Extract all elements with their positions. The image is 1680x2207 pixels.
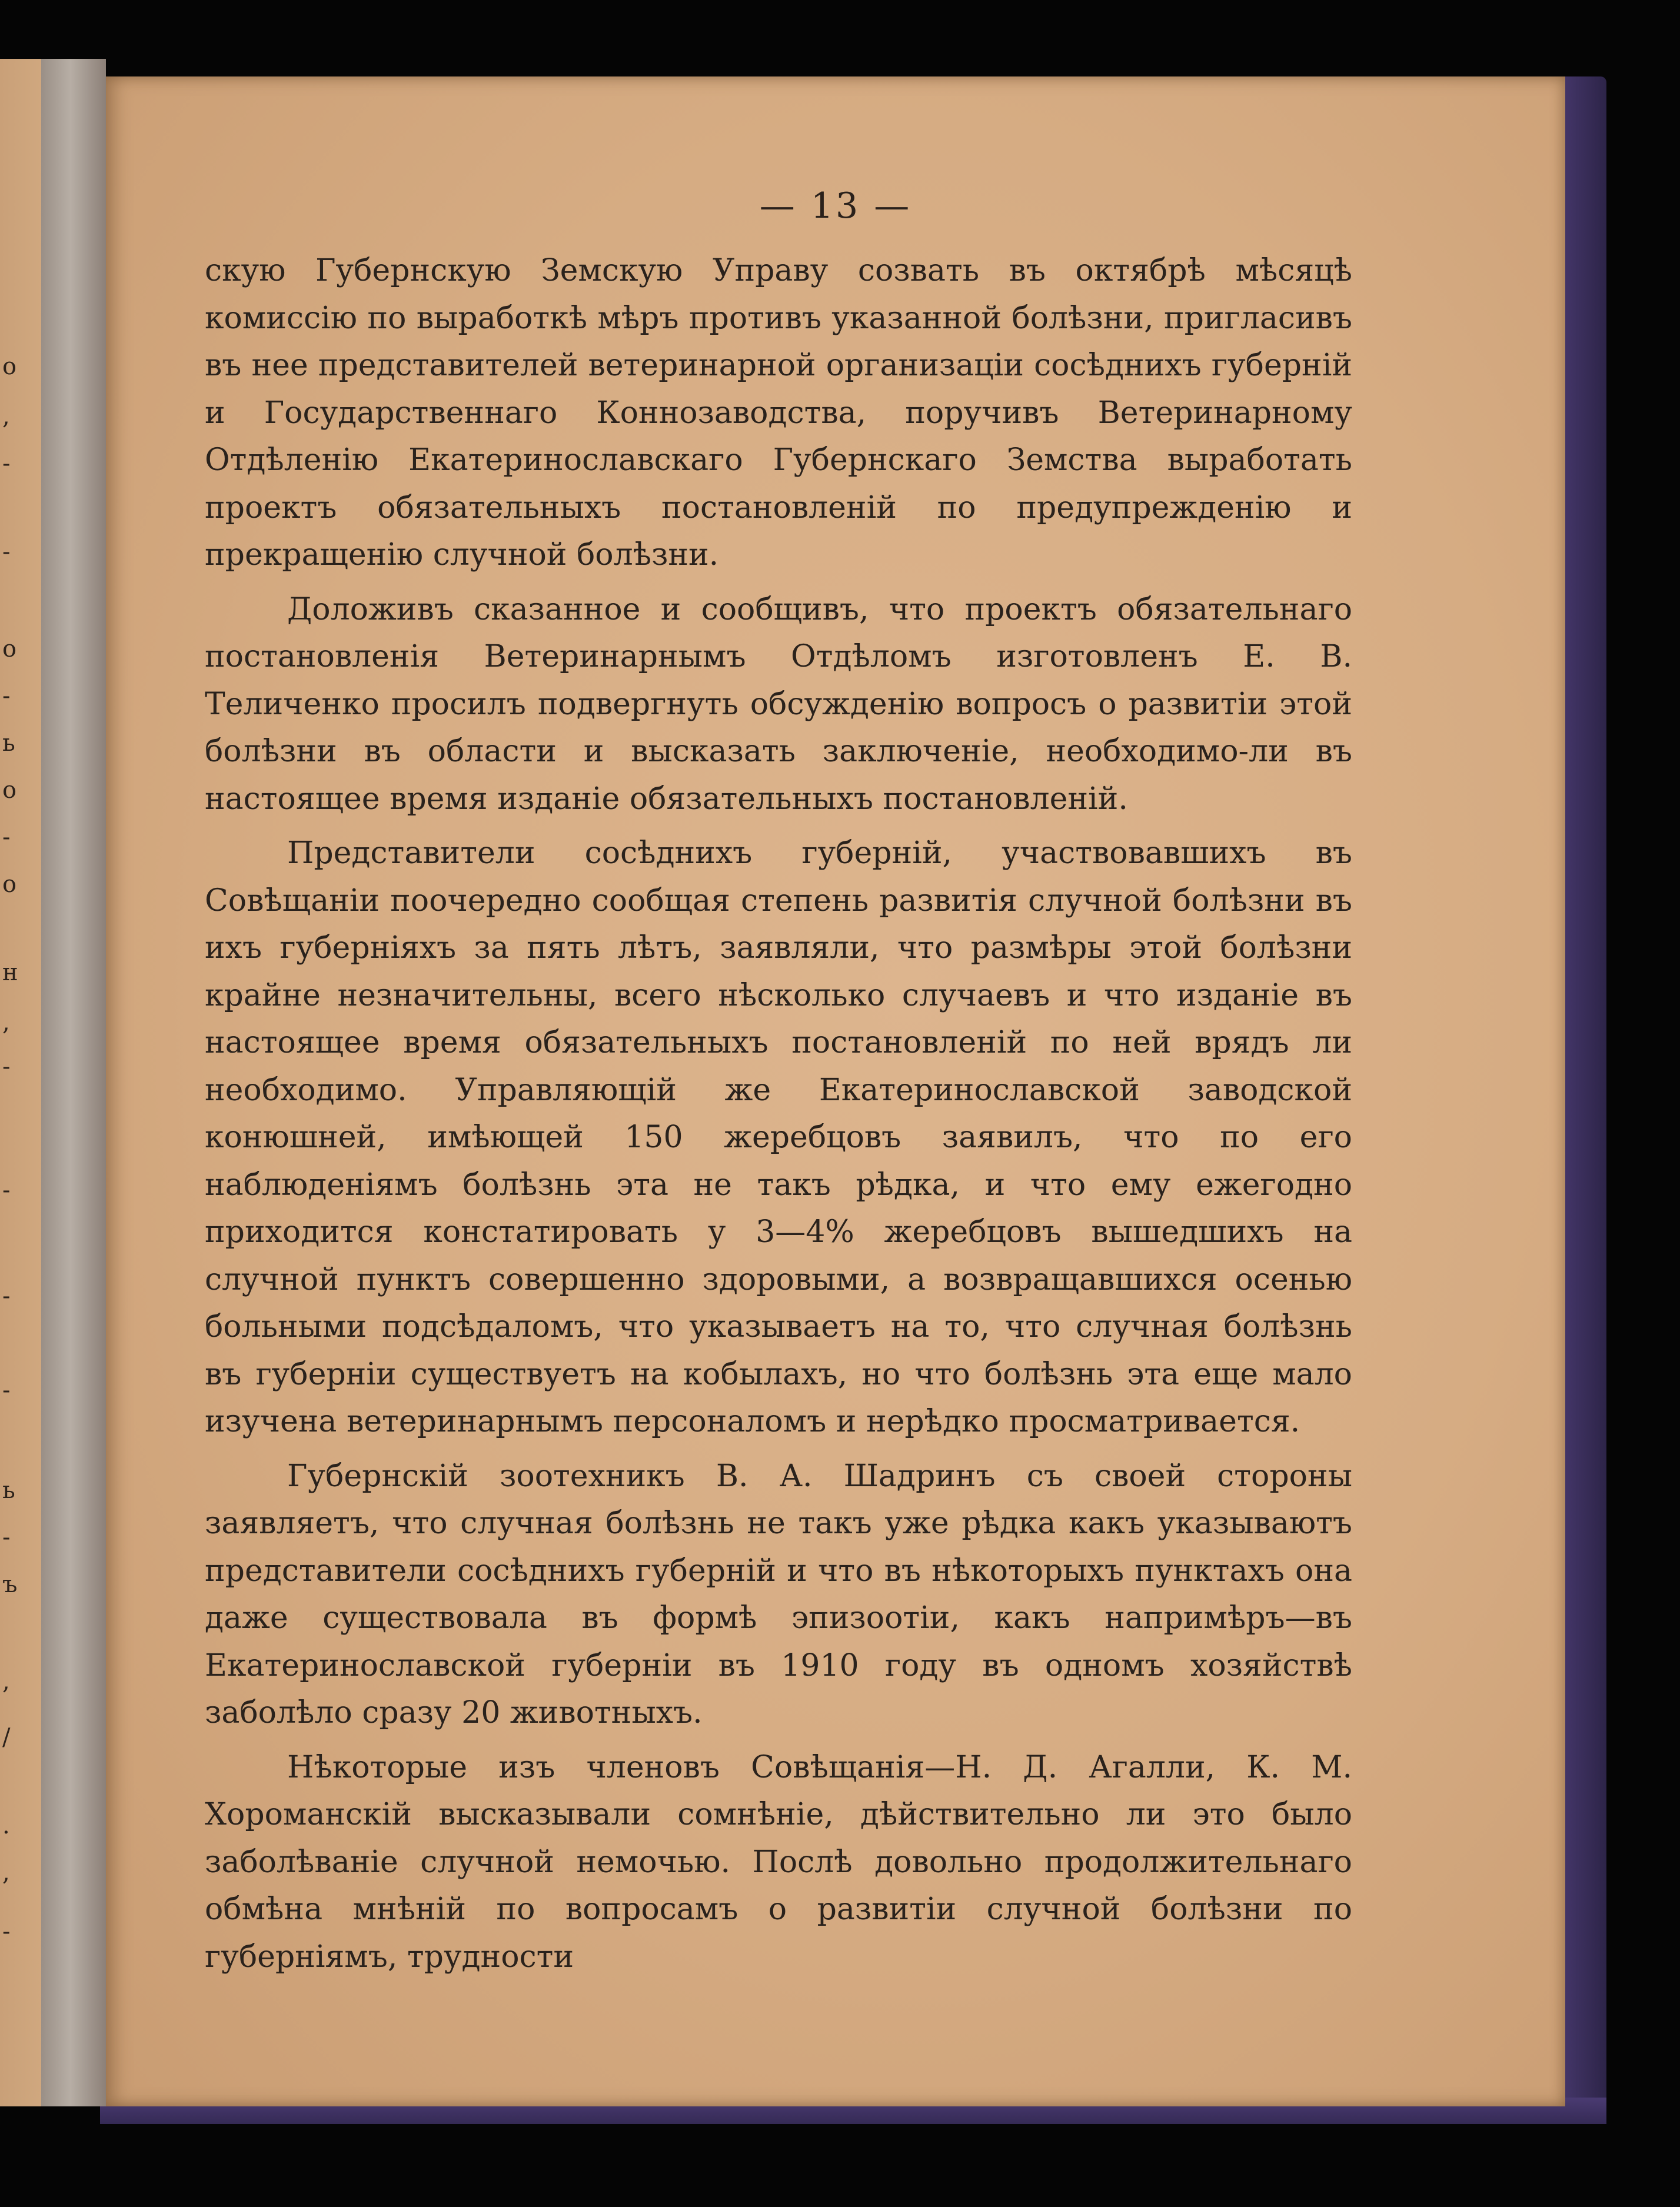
- left-page-mark: -: [2, 1283, 11, 1310]
- left-page-mark: -: [2, 1177, 11, 1204]
- left-page-mark: -: [2, 538, 11, 565]
- paragraph: Представители сосѣднихъ губерній, участвовавшихъ въ Совѣщаніи поочередно сообщая степень развитія случной болѣзни въ ихъ губерніяхъ за пять лѣтъ, заявляли, что размѣры этой болѣзни крайне незначительны, всего нѣсколько случаевъ и что изданіе въ настоящее время обязательныхъ постановленій по ней врядъ ли необходимо. Управляющій же Екатеринославской заводской конюшней, имѣющей 150 жеребцовъ заявилъ, что по его наблюденіямъ болѣзнь эта не такъ рѣдка, и что ему ежегодно приходится констатировать у 3—4% жеребцовъ вышедшихъ на случной пунктъ совершенно здоровыми, а возвращавшихся осенью больными подсѣдаломъ, что указываетъ на то, что случная болѣзнь въ губерніи существуетъ на кобылахъ, но что болѣзнь эта еще мало изучена ветеринарнымъ персоналомъ и нерѣдко просматривается.: [205, 835, 1352, 1439]
- page-number: — 13 —: [759, 185, 912, 227]
- left-page-mark: о: [2, 871, 17, 898]
- left-page-mark: ъ: [2, 1571, 18, 1598]
- left-page-mark: -: [2, 824, 11, 851]
- left-page-mark: -: [2, 683, 11, 710]
- left-page-mark: -: [2, 1918, 11, 1945]
- left-page-mark: ,: [2, 1009, 10, 1036]
- left-page-mark: ь: [2, 1477, 15, 1504]
- page-text: [205, 247, 1352, 1980]
- book-spine: [41, 59, 106, 2106]
- left-page-mark: н: [2, 959, 18, 986]
- left-page-mark: о: [2, 777, 17, 804]
- left-page-mark: .: [2, 1812, 10, 1839]
- paragraph: Губернскій зоотехникъ В. А. Шадринъ съ своей стороны заявляетъ, что случная болѣзнь не такъ уже рѣдка какъ указываютъ представители сосѣднихъ губерній и что въ нѣкоторыхъ пунктахъ она даже существовала въ формѣ эпизоотіи, какъ напримѣръ—въ Екатеринославской губерніи въ 1910 году въ одномъ хозяйствѣ заболѣло сразу 20 животныхъ.: [205, 1458, 1352, 1730]
- paragraph: Доложивъ сказанное и сообщивъ, что проектъ обязательнаго постановленія Ветеринарнымъ Отдѣломъ изготовленъ Е. В. Теличенко просилъ подвергнуть обсужденію вопросъ о развитіи этой болѣзни въ области и высказать заключеніе, необходимо-ли въ настоящее время изданіе обязательныхъ постановленій.: [205, 591, 1352, 817]
- left-page-mark: ,: [2, 1668, 10, 1695]
- left-page-mark: ,: [2, 403, 10, 430]
- left-page-mark: ь: [2, 730, 15, 757]
- paragraph: Нѣкоторые изъ членовъ Совѣщанія—Н. Д. Агалли, К. М. Хороманскій высказывали сомнѣніе, дѣйствительно ли это было заболѣваніе случной немочью. Послѣ довольно продолжительнаго обмѣна мнѣній по вопросамъ о развитіи случной болѣзни по губерніямъ, трудности: [205, 1749, 1352, 1975]
- left-page-mark: -: [2, 1524, 11, 1551]
- left-page-mark: о: [2, 635, 17, 663]
- left-page-mark: -: [2, 1377, 11, 1404]
- left-page-mark: о: [2, 353, 17, 380]
- paragraph: скую Губернскую Земскую Управу созвать въ октябрѣ мѣсяцѣ комиссію по выработкѣ мѣръ противъ указанной болѣзни, пригласивъ въ нее представителей ветеринарной организаціи сосѣднихъ губерній и Государственнаго Коннозаводства, поручивъ Ветеринарному Отдѣленію Екатеринославскаго Губернскаго Земства выработать проектъ обязательныхъ постановленій по предупрежденію и прекращенію случной болѣзни.: [205, 253, 1352, 572]
- left-page-mark: /: [2, 1724, 11, 1751]
- left-page-mark: ,: [2, 1859, 10, 1886]
- left-page-mark: -: [2, 450, 11, 477]
- left-page-mark: -: [2, 1053, 11, 1080]
- book-page: [106, 76, 1565, 2106]
